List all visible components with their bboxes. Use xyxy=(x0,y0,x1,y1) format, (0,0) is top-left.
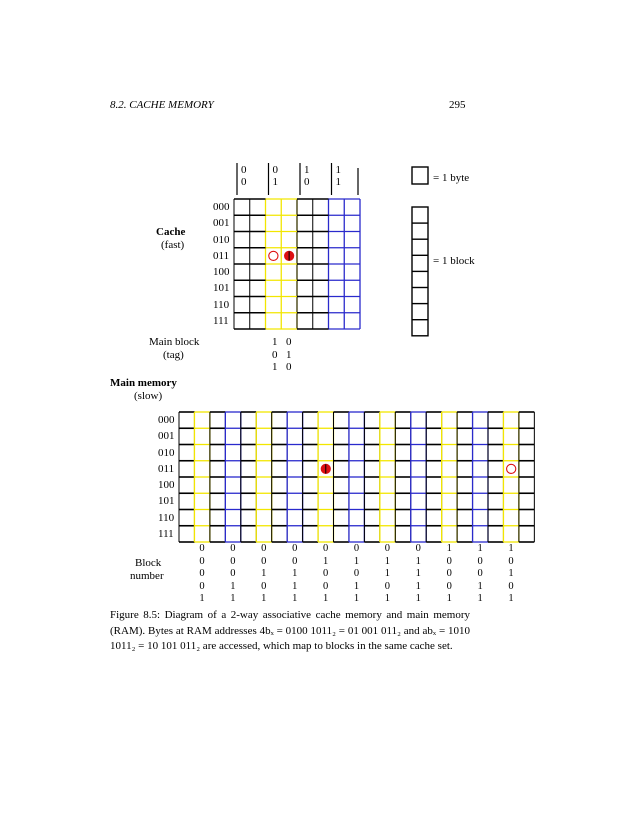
block-number-digit: 1 xyxy=(292,593,298,605)
block-number-digit: 1 xyxy=(261,593,267,605)
block-number-digit: 1 xyxy=(292,568,298,580)
block-number-digit: 1 xyxy=(415,568,421,580)
block-number-digit: 0 xyxy=(353,543,360,554)
block-number-digit: 0 xyxy=(292,555,298,567)
cache-title: Cache xyxy=(156,226,186,238)
block-label-line1: Block xyxy=(135,557,162,569)
tag-digit: 0 xyxy=(286,361,292,373)
block-number-digit: 1 xyxy=(261,568,267,580)
cache-set-label: 001 xyxy=(213,217,230,230)
memory-set-label: 110 xyxy=(158,511,175,524)
block-number-digit: 0 xyxy=(508,580,514,592)
block-number-digit: 1 xyxy=(384,593,391,605)
way-header-digit: 1 xyxy=(272,176,278,188)
memory-set-label: 111 xyxy=(158,527,174,540)
cache-set-label: 011 xyxy=(213,249,230,262)
block-number-digit: 1 xyxy=(230,593,236,605)
tag-digit: 0 xyxy=(286,336,292,348)
tag-label-line1: Main block xyxy=(149,336,200,348)
block-number-digit: 1 xyxy=(230,580,236,592)
block-number-digit: 1 xyxy=(322,555,329,567)
block-number-digit: 0 xyxy=(261,555,267,567)
block-number-digit: 0 xyxy=(384,580,391,592)
way-header-digit: 0 xyxy=(241,176,247,188)
way-header-digit: 1 xyxy=(304,164,310,176)
open-circle-marker xyxy=(507,464,516,473)
way-header-digit: 1 xyxy=(335,164,341,176)
cache-set-label: 110 xyxy=(213,298,230,311)
block-number-digit: 0 xyxy=(322,543,329,554)
block-number-digit: 0 xyxy=(477,568,483,580)
block-number-digit: 1 xyxy=(199,593,205,605)
memory-set-label: 000 xyxy=(158,414,175,426)
block-number-digit: 1 xyxy=(353,580,360,592)
tag-digit: 1 xyxy=(272,361,278,373)
memory-set-label: 100 xyxy=(158,479,175,491)
block-number-digit: 1 xyxy=(477,543,483,554)
block-number-digit: 0 xyxy=(508,555,514,567)
cache-set-label: 101 xyxy=(213,282,230,295)
block-number-digit: 1 xyxy=(477,593,483,605)
legend-byte-box xyxy=(412,167,428,184)
block-number-digit: 0 xyxy=(353,568,360,580)
memory-set-label: 010 xyxy=(158,446,175,459)
cache-set-label: 100 xyxy=(213,266,230,278)
tag-label-line2: (tag) xyxy=(163,349,184,361)
block-number-digit: 0 xyxy=(199,543,205,554)
cache-subtitle: (fast) xyxy=(161,239,185,251)
block-number-digit: 0 xyxy=(322,568,329,580)
block-number-digit: 1 xyxy=(446,593,452,605)
block-number-digit: 0 xyxy=(261,543,267,554)
block-number-digit: 1 xyxy=(446,543,452,554)
block-number-digit: 1 xyxy=(415,593,421,605)
memory-set-label: 001 xyxy=(158,430,175,443)
way-header-digit: 0 xyxy=(304,176,310,188)
main-memory-subtitle: (slow) xyxy=(134,390,163,402)
block-number-digit: 0 xyxy=(446,568,452,580)
figure-caption: Figure 8.5: Diagram of a 2-way associative cache memory and main memory (RAM). Bytes at RAM addresses 4bₓ = 0100 1011₂ = 01 001 011₂ and abₓ = 1010 1011₂ = 10 101 011₂ are accessed, which map to blocks in the same cache set. xyxy=(110,609,470,652)
block-number-digit: 1 xyxy=(508,568,514,580)
block-number-digit: 1 xyxy=(384,555,391,567)
block-number-digit: 0 xyxy=(261,580,267,592)
block-label-line2: number xyxy=(130,570,164,582)
block-number-digit: 0 xyxy=(230,555,236,567)
block-number-digit: 0 xyxy=(322,580,329,592)
block-number-digit: 1 xyxy=(508,593,514,605)
tag-digit: 1 xyxy=(286,348,292,361)
block-number-digit: 1 xyxy=(292,580,298,592)
way-header-digit: 1 xyxy=(335,176,341,188)
block-number-digit: 1 xyxy=(415,555,421,567)
block-number-digit: 0 xyxy=(230,568,236,580)
block-number-digit: 1 xyxy=(384,568,391,580)
cache-set-label: 111 xyxy=(213,314,229,327)
block-number-digit: 1 xyxy=(508,543,514,554)
way-header-digit: 0 xyxy=(241,164,247,176)
block-number-digit: 0 xyxy=(446,555,452,567)
cache-set-label: 000 xyxy=(213,201,230,213)
memory-set-label: 011 xyxy=(158,462,175,475)
memory-set-label: 101 xyxy=(158,495,175,508)
tag-digit: 1 xyxy=(272,336,278,348)
block-number-digit: 0 xyxy=(446,580,452,592)
block-number-digit: 1 xyxy=(353,593,360,605)
open-circle-marker xyxy=(269,251,278,260)
block-number-digit: 0 xyxy=(477,555,483,567)
block-number-digit: 0 xyxy=(199,568,205,580)
block-number-digit: 0 xyxy=(292,543,298,554)
block-number-digit: 0 xyxy=(230,543,236,554)
block-number-digit: 1 xyxy=(415,580,421,592)
legend-byte-label: = 1 byte xyxy=(433,172,470,184)
block-number-digit: 1 xyxy=(477,580,483,592)
block-number-digit: 1 xyxy=(353,555,360,567)
block-number-digit: 0 xyxy=(415,543,421,554)
main-memory-title: Main memory xyxy=(110,377,177,389)
legend-block-label: = 1 block xyxy=(433,255,475,267)
block-number-digit: 0 xyxy=(199,580,205,592)
block-number-digit: 1 xyxy=(322,593,329,605)
page-number: 295 xyxy=(449,99,466,111)
cache-set-label: 010 xyxy=(213,233,230,246)
block-number-digit: 0 xyxy=(199,555,205,567)
block-number-digit: 0 xyxy=(384,543,391,554)
section-header: 8.2. CACHE MEMORY xyxy=(110,99,214,111)
tag-digit: 0 xyxy=(272,348,278,361)
way-header-digit: 0 xyxy=(272,164,278,176)
